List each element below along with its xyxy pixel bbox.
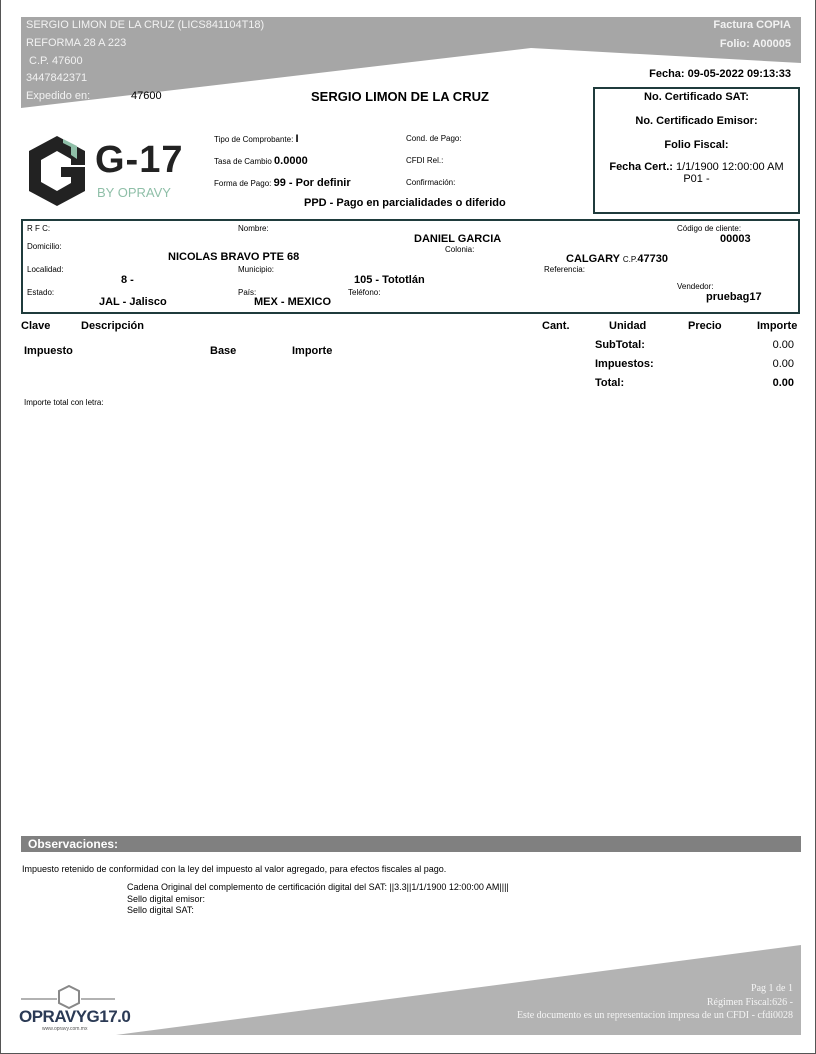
logo-text: G-17 [95, 139, 184, 181]
col-cant: Cant. [542, 320, 570, 332]
localidad-label: Localidad: [27, 265, 64, 274]
total-value: 0.00 [772, 377, 794, 389]
emisor-name: SERGIO LIMON DE LA CRUZ (LICS841104T18) [26, 19, 265, 31]
page-number: Pag 1 de 1 [751, 983, 793, 994]
rfc-label: R F C: [27, 224, 51, 233]
municipio-label: Municipio: [238, 265, 275, 274]
domicilio-value: NICOLAS BRAVO PTE 68 [168, 251, 300, 263]
col-importe: Importe [757, 320, 798, 332]
subtotal-label: SubTotal: [595, 339, 645, 351]
vendedor-value: pruebag17 [706, 291, 762, 303]
codigo-label: Código de cliente: [677, 224, 742, 233]
opravy-url: www.opravy.com.mx [42, 1026, 88, 1032]
page-title: SERGIO LIMON DE LA CRUZ [311, 89, 489, 104]
referencia-label: Referencia: [544, 265, 585, 274]
municipio-value: 105 - Tototlán [354, 274, 425, 286]
sello-emisor: Sello digital emisor: [127, 894, 206, 904]
telefono-label: Teléfono: [348, 288, 381, 297]
observaciones-bar [21, 836, 801, 852]
expedido-value: 47600 [131, 90, 162, 102]
imp-col-base: Base [210, 345, 237, 357]
nombre-label: Nombre: [238, 224, 269, 233]
p01: P01 - [683, 173, 710, 185]
forma-value: 99 - Por definir [273, 177, 351, 189]
footer-band [116, 945, 801, 1035]
cond-pago-label: Cond. de Pago: [406, 134, 462, 143]
fecha-cert-value: 1/1/1900 12:00:00 AM [675, 161, 784, 173]
emisor-address: REFORMA 28 A 223 [26, 37, 127, 49]
cp-label: C.P. [622, 255, 638, 264]
expedido-label: Expedido en: [26, 90, 91, 102]
estado-label: Estado: [27, 288, 55, 297]
colonia-label: Colonia: [445, 245, 475, 254]
doc-type: Factura COPIA [713, 19, 791, 31]
fecha: Fecha: 09-05-2022 09:13:33 [649, 68, 791, 80]
col-unidad: Unidad [609, 320, 647, 332]
colonia: CALGARY [566, 253, 620, 265]
observaciones-title: Observaciones: [28, 837, 119, 851]
importe-letra-label: Importe total con letra: [24, 398, 104, 407]
codigo-value: 00003 [720, 233, 751, 245]
leyenda-cfdi: Este documento es un representacion impresa de un CFDI - cfdi0028 [516, 1010, 793, 1021]
fecha-cert-label: Fecha Cert.: [609, 161, 673, 173]
g17-logo [27, 133, 202, 208]
cfdi-rel-label: CFDI Rel.: [406, 156, 444, 165]
col-descripcion: Descripción [81, 320, 144, 332]
nombre-value: DANIEL GARCIA [414, 233, 502, 245]
cadena-original: Cadena Original del complemento de certificación digital del SAT: ||3.3||1/1/1900 12:00:00 AM|||| [127, 882, 509, 892]
cp-value: 47730 [637, 253, 668, 265]
cert-sat: No. Certificado SAT: [644, 91, 749, 103]
forma-pago [214, 177, 351, 189]
cert-emisor: No. Certificado Emisor: [635, 115, 758, 127]
pais-label: País: [238, 288, 257, 297]
confirmacion-label: Confirmación: [406, 178, 456, 187]
emisor-cp: C.P. 47600 [29, 55, 83, 67]
tipo-comprobante [214, 133, 299, 145]
tipo-label: Tipo de Comprobante: [214, 135, 294, 144]
imp-col-impuesto: Impuesto [24, 345, 73, 357]
tasa-label: Tasa de Cambio [214, 157, 272, 166]
vendedor-label: Vendedor: [677, 282, 714, 291]
pais-value: MEX - MEXICO [254, 296, 332, 308]
observaciones-text: Impuesto retenido de conformidad con la ley del impuesto al valor agregado, para efectos fiscales al pago. [22, 864, 447, 874]
forma-label: Forma de Pago: [214, 179, 272, 188]
colonia-value [566, 253, 668, 265]
emisor-phone: 3447842371 [26, 72, 88, 84]
impuestos-value: 0.00 [772, 358, 794, 370]
domicilio-label: Domicilio: [27, 242, 62, 251]
estado-value: JAL - Jalisco [99, 296, 167, 308]
folio-fiscal: Folio Fiscal: [664, 139, 729, 151]
logo-sub: BY OPRAVY [97, 185, 171, 200]
certificado-box [593, 87, 800, 214]
localidad-value: 8 - [121, 274, 134, 286]
imp-col-importe: Importe [292, 345, 333, 357]
sello-sat: Sello digital SAT: [127, 905, 194, 915]
metodo-pago: PPD - Pago en parcialidades o diferido [304, 197, 506, 209]
folio: Folio: A00005 [719, 38, 791, 50]
tasa-cambio [214, 155, 308, 167]
col-precio: Precio [688, 320, 722, 332]
regimen-fiscal: Régimen Fiscal:626 - [706, 997, 793, 1008]
impuestos-label: Impuestos: [595, 358, 654, 370]
tipo-value: I [295, 133, 299, 145]
opravy-logo-text: OPRAVYG17.0 [19, 1007, 131, 1026]
opravy-logo [19, 985, 131, 1035]
total-label: Total: [595, 377, 625, 389]
col-clave: Clave [21, 320, 51, 332]
subtotal-value: 0.00 [772, 339, 794, 351]
fecha-cert [595, 161, 798, 173]
tasa-value: 0.0000 [274, 155, 308, 167]
